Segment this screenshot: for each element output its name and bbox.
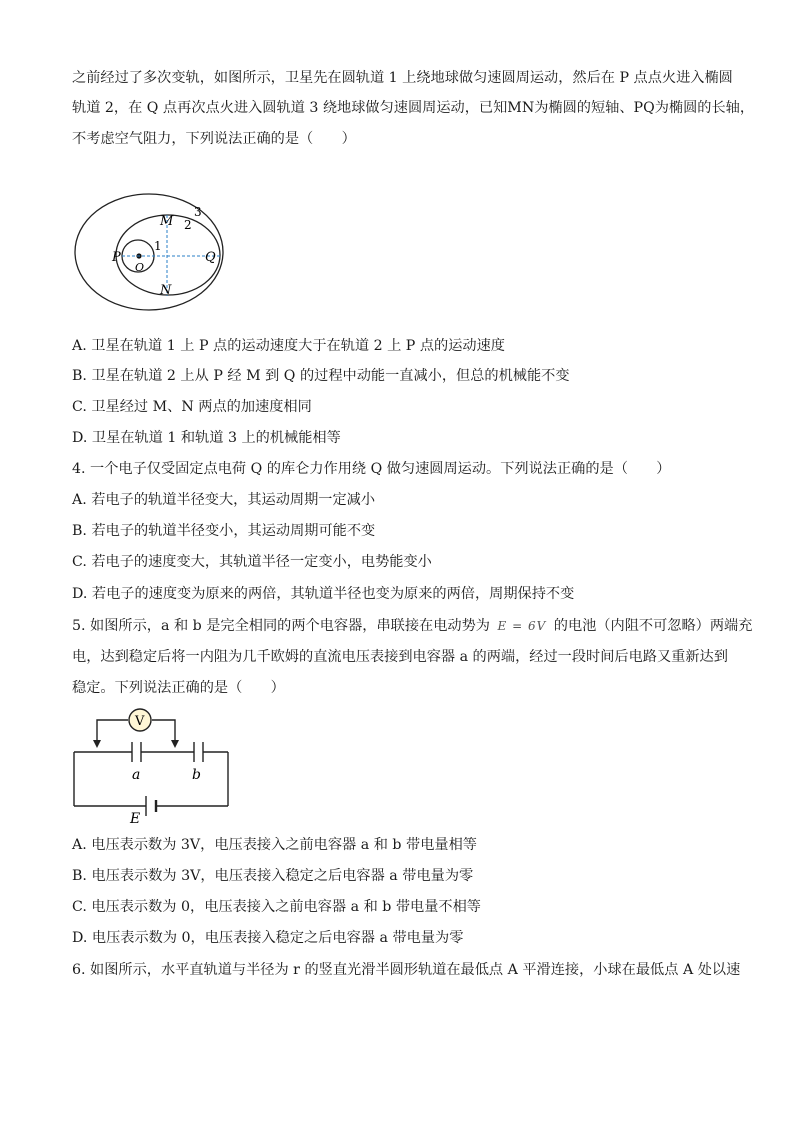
circuit-diagram xyxy=(72,706,234,826)
label-o: O xyxy=(135,261,145,274)
label-capacitor-b: b xyxy=(192,767,201,783)
q4-option-b: B. 若电子的轨道半径变小，其运动周期可能不变 xyxy=(72,523,376,539)
q5-stem-part-b: 的电池（内阻不可忽略）两端充 xyxy=(553,618,753,634)
q3-stem-line-1: 之前经过了多次变轨，如图所示，卫星先在圆轨道 1 上绕地球做匀速圆周运动，然后在 P 点点火进入椭圆 xyxy=(72,70,733,86)
label-q: Q xyxy=(205,250,216,265)
label-orbit-1: 1 xyxy=(154,239,162,253)
q4-option-c: C. 若电子的速度变大，其轨道半径一定变小，电势能变小 xyxy=(72,554,432,570)
q5-stem-line-1 xyxy=(72,616,752,636)
probe-arrow-right xyxy=(171,740,179,748)
q3-option-a: A. 卫星在轨道 1 上 P 点的运动速度大于在轨道 2 上 P 点的运动速度 xyxy=(72,338,505,354)
q6-stem-line-1: 6. 如图所示，水平直轨道与半径为 r 的竖直光滑半圆形轨道在最低点 A 平滑连接，小球在最低点 A 处以速 xyxy=(72,962,741,978)
label-orbit-3: 3 xyxy=(194,205,202,219)
q5-option-b: B. 电压表示数为 3V，电压表接入稳定之后电容器 a 带电量为零 xyxy=(72,868,474,884)
probe-arrow-left xyxy=(93,740,101,748)
label-orbit-2: 2 xyxy=(184,218,192,232)
q3-option-d: D. 卫星在轨道 1 和轨道 3 上的机械能相等 xyxy=(72,430,341,446)
q3-option-b: B. 卫星在轨道 2 上从 P 经 M 到 Q 的过程中动能一直减小，但总的机械能不变 xyxy=(72,368,570,384)
q3-option-c: C. 卫星经过 M、N 两点的加速度相同 xyxy=(72,399,312,415)
q4-option-d: D. 若电子的速度变为原来的两倍，其轨道半径也变为原来的两倍，周期保持不变 xyxy=(72,586,575,602)
label-n: N xyxy=(160,283,172,298)
q4-stem: 4. 一个电子仅受固定点电荷 Q 的库仑力作用绕 Q 做匀速圆周运动。下列说法正确的是（ ） xyxy=(72,461,671,477)
emf-formula: E = 6V xyxy=(497,619,547,633)
label-capacitor-a: a xyxy=(132,767,141,783)
label-p: P xyxy=(112,250,121,265)
label-m: M xyxy=(160,214,174,229)
q5-option-d: D. 电压表示数为 0，电压表接入稳定之后电容器 a 带电量为零 xyxy=(72,930,464,946)
orbit-diagram xyxy=(72,190,230,314)
q5-stem-part-a: 5. 如图所示，a 和 b 是完全相同的两个电容器，串联接在电动势为 xyxy=(72,618,490,634)
label-battery-e: E xyxy=(130,811,141,826)
q5-stem-line-2: 电，达到稳定后将一内阻为几千欧姆的直流电压表接到电容器 a 的两端，经过一段时间后电路又重新达到 xyxy=(72,649,728,665)
label-voltmeter: V xyxy=(135,714,145,729)
q3-stem-line-2: 轨道 2，在 Q 点再次点火进入圆轨道 3 绕地球做匀速圆周运动，已知MN为椭圆的短轴、PQ为椭圆的长轴， xyxy=(72,100,755,116)
q5-option-a: A. 电压表示数为 3V，电压表接入之前电容器 a 和 b 带电量相等 xyxy=(72,837,477,853)
q5-stem-line-3: 稳定。下列说法正确的是（ ） xyxy=(72,680,285,696)
q3-stem-line-3: 不考虑空气阻力，下列说法正确的是（ ） xyxy=(72,131,356,147)
q5-option-c: C. 电压表示数为 0，电压表接入之前电容器 a 和 b 带电量不相等 xyxy=(72,899,481,915)
q4-option-a: A. 若电子的轨道半径变大，其运动周期一定减小 xyxy=(72,492,376,508)
